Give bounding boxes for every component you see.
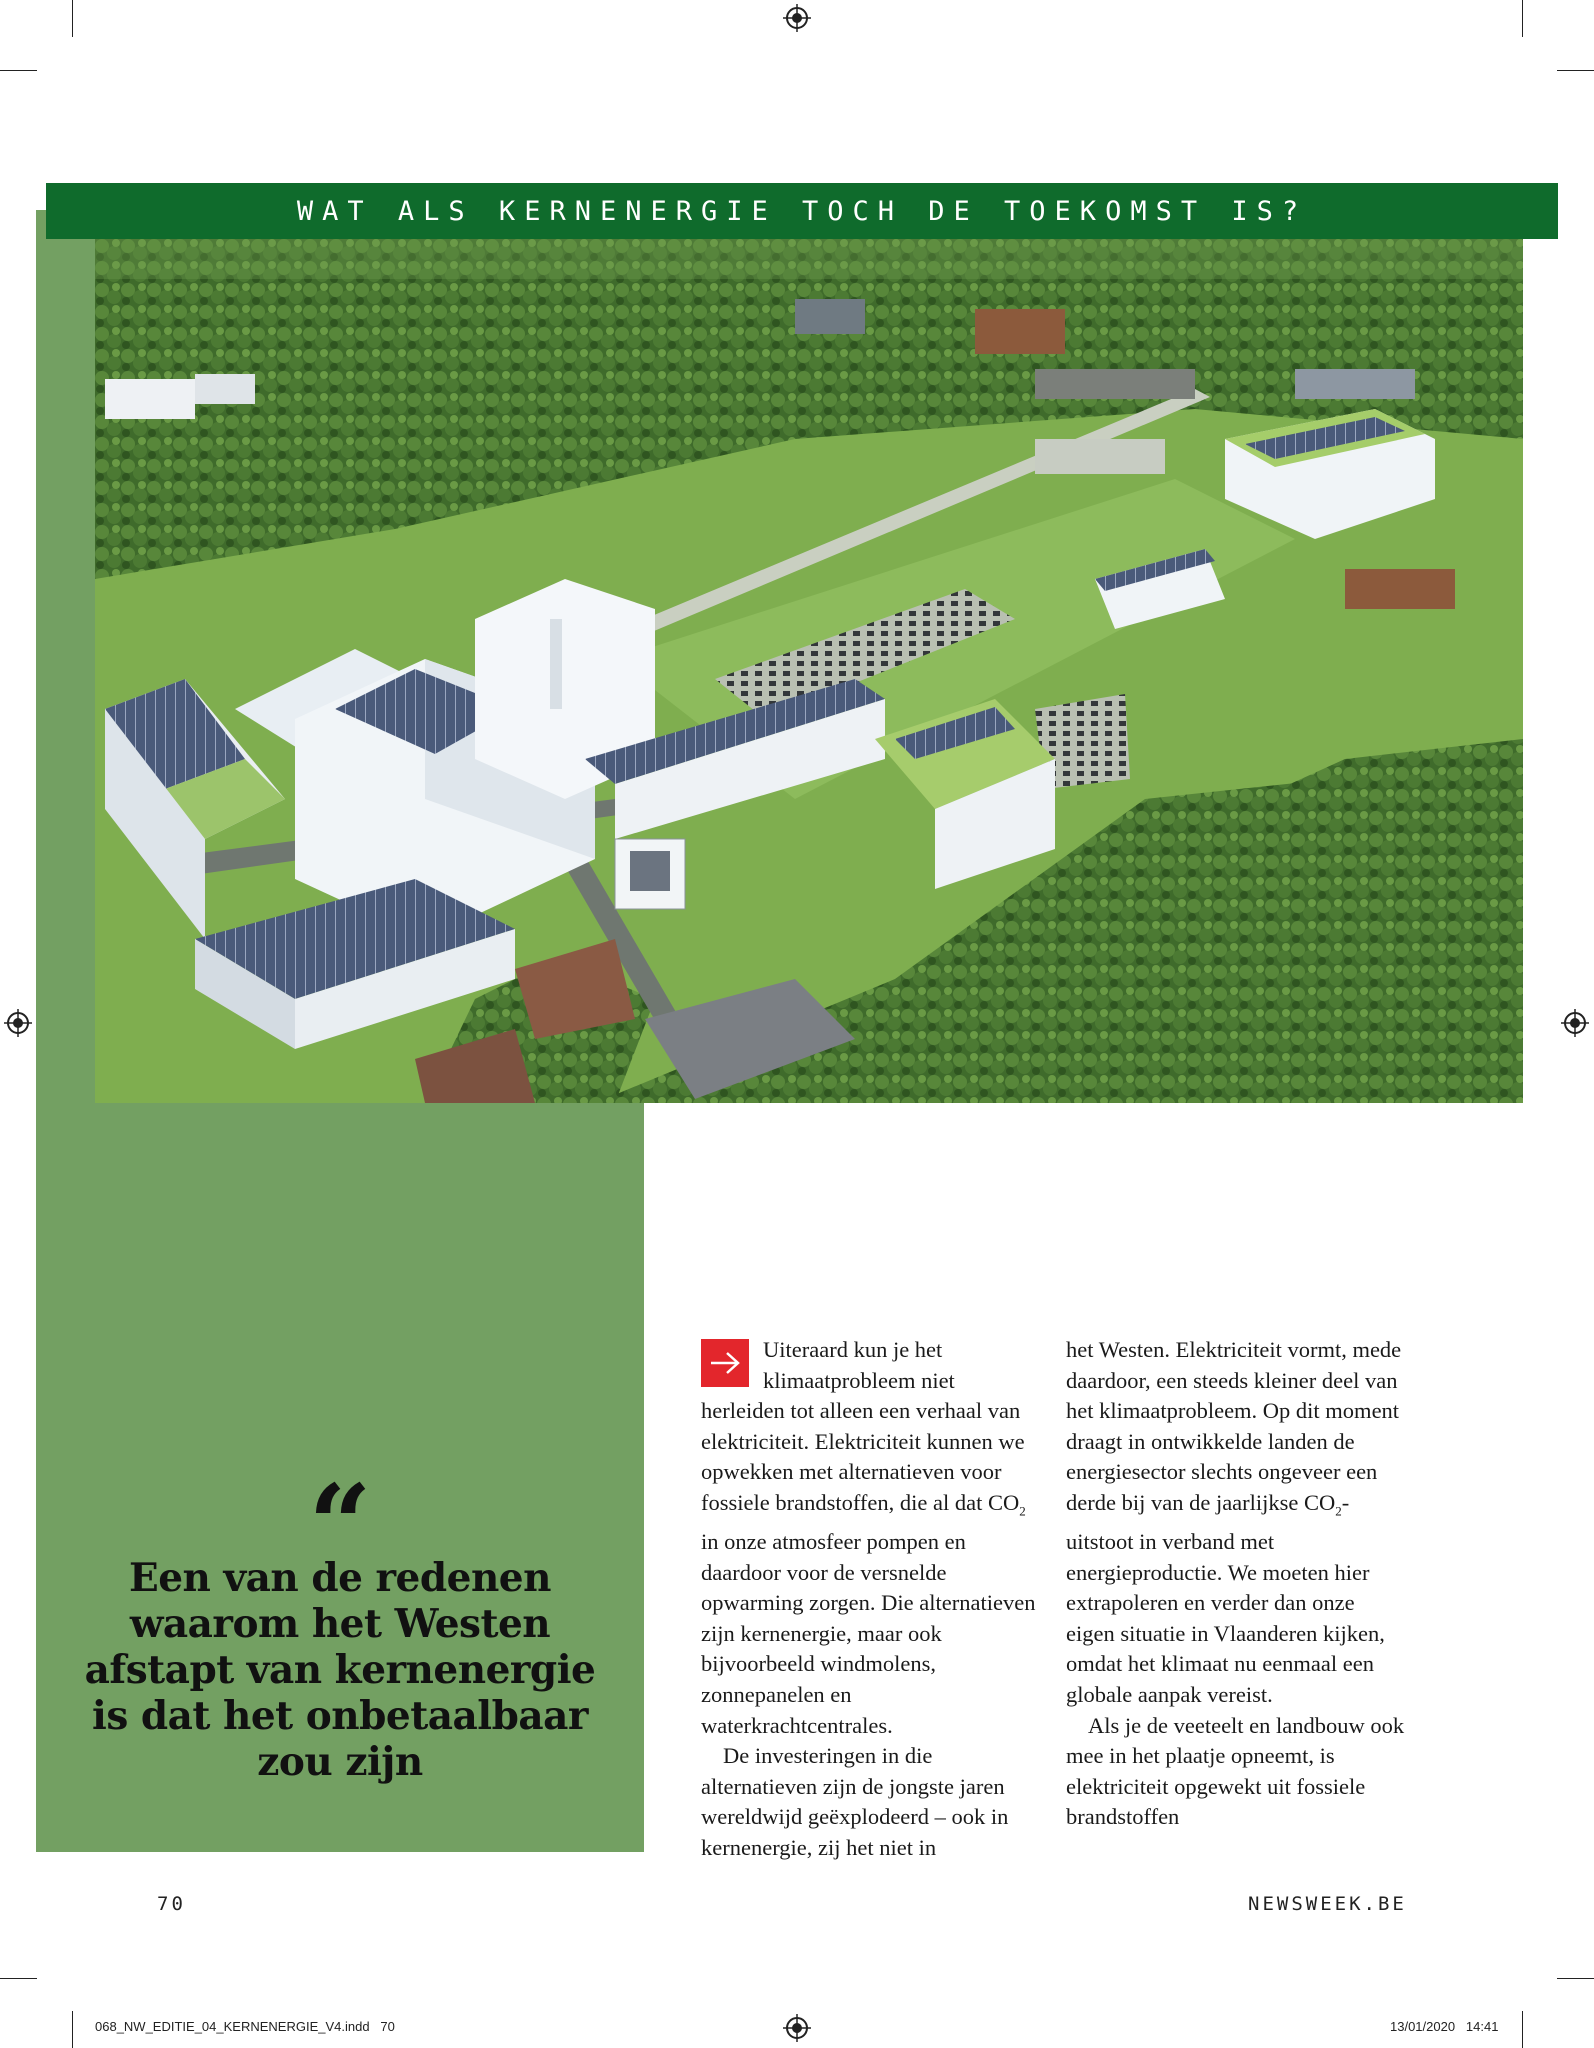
registration-mark-icon	[1561, 1009, 1589, 1037]
date-slug: 13/01/2020 14:41	[1390, 2019, 1499, 2034]
article-paragraph: het Westen. Elektriciteit vormt, mede daardoor, een steeds kleiner deel van het klimaatprobleem. Op dit moment draagt in ontwikkelde landen de energiesector slechts ongeveer een derde bij van de jaarlijkse $CO_2$-uitstoot in verband met energieproductie. We moeten hier extrapoleren en verder dan onze eigen situatie in Vlaanderen kijken, omdat het klimaat nu eenmaal een globale aanpak vereist.	[1066, 1337, 1402, 1708]
section-title: WAT ALS KERNENERGIE TOCH DE TOEKOMST IS?	[296, 195, 1308, 227]
registration-mark-icon	[783, 4, 811, 32]
article-paragraph: Als je de veeteelt en landbouw ook mee in het plaatje opneemt, is elektriciteit opgewekt uit fossiele brandstoffen	[1066, 1712, 1405, 1830]
file-slug: 068_NW_EDITIE_04_KERNENERGIE_V4.indd 70	[95, 2019, 395, 2034]
crop-mark	[0, 70, 37, 71]
registration-mark-icon	[783, 2014, 811, 2042]
site-name: NEWSWEEK.BE	[1248, 1893, 1407, 1915]
plant-rendering-image	[95, 239, 1523, 1103]
article-column-1	[701, 1335, 1041, 1864]
crop-mark	[1522, 0, 1523, 37]
crop-mark	[1557, 1978, 1594, 1979]
page-number: 70	[157, 1893, 186, 1915]
registration-mark-icon	[4, 1009, 32, 1037]
article-paragraph: Uiteraard kun je het klimaatprobleem niet herleiden tot alleen een verhaal van elektriciteit. Elektriciteit kunnen we opwekken met alternatieven voor fossiele brandstoffen, die al dat $CO_2$ in onze atmosfeer pompen en daardoor voor de versnelde opwarming zorgen. Die alternatieven zijn kernenergie, maar ook bijvoorbeeld windmolens, zonnepanelen en waterkrachtcentrales.	[701, 1337, 1036, 1738]
article-paragraph: De investeringen in die alternatieven zijn de jongste jaren wereldwijd geëxplodeerd – ook in kernenergie, zij het niet in	[701, 1743, 1009, 1860]
crop-mark	[72, 2011, 73, 2048]
crop-mark	[1557, 70, 1594, 71]
crop-mark	[72, 0, 73, 37]
article-column-2	[1066, 1335, 1406, 1833]
crop-mark	[1522, 2011, 1523, 2048]
quote-mark: “	[308, 1460, 372, 1589]
pull-quote: Een van de redenen waarom het Westen afstapt van kernenergie is dat het onbetaalbaar zou zijn	[84, 1555, 596, 1785]
arrow-right-icon	[701, 1339, 749, 1387]
crop-mark	[0, 1978, 37, 1979]
section-header	[46, 183, 1558, 239]
